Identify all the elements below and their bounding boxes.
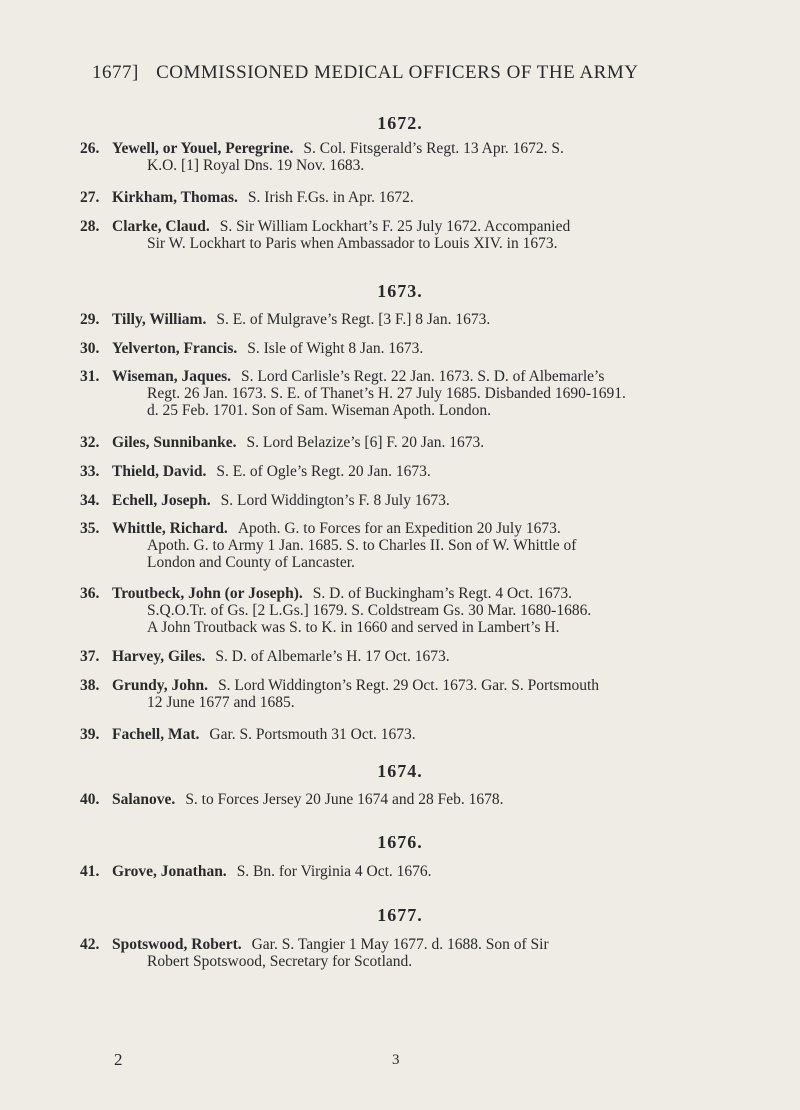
- entry-40: [80, 791, 660, 808]
- entry-text: S. Isle of Wight 8 Jan. 1673.: [247, 340, 424, 357]
- entry-text: S. Lord Widdington’s F. 8 July 1673.: [220, 492, 450, 509]
- entry-number: 31.: [80, 368, 100, 385]
- entry-name: Tilly, William.: [112, 311, 207, 328]
- entry-number: 28.: [80, 218, 100, 235]
- entry-name: Echell, Joseph.: [112, 492, 211, 509]
- entry-35: [80, 520, 660, 571]
- entry-name: Spotswood, Robert.: [112, 936, 242, 953]
- entry-number: 33.: [80, 463, 100, 480]
- entry-text: Gar. S. Tangier 1 May 1677. d. 1688. Son of Sir: [251, 936, 549, 953]
- entry-number: 30.: [80, 340, 100, 357]
- entry-text-cont: S.Q.O.Tr. of Gs. [2 L.Gs.] 1679. S. Coldstream Gs. 30 Mar. 1680-1686.: [147, 602, 592, 619]
- year-heading: 1676.: [377, 832, 423, 852]
- running-header: [92, 62, 712, 84]
- year-heading: 1673.: [377, 281, 423, 301]
- entry-number: 38.: [80, 677, 100, 694]
- page-number: 3: [392, 1052, 400, 1068]
- entry-36: [80, 585, 660, 636]
- entry-text-cont: Sir W. Lockhart to Paris when Ambassador to Louis XIV. in 1673.: [147, 235, 558, 252]
- entry-number: 42.: [80, 936, 100, 953]
- entry-number: 36.: [80, 585, 100, 602]
- entry-31: [80, 368, 660, 419]
- entry-name: Yewell, or Youel, Peregrine.: [112, 140, 294, 157]
- entry-30: [80, 340, 660, 357]
- header-title: COMMISSIONED MEDICAL OFFICERS OF THE ARMY: [156, 62, 639, 83]
- entry-text-cont: A John Troutback was S. to K. in 1660 and served in Lambert’s H.: [147, 619, 560, 636]
- entry-text-cont: Apoth. G. to Army 1 Jan. 1685. S. to Charles II. Son of W. Whittle of: [147, 537, 577, 554]
- entry-text: Apoth. G. to Forces for an Expedition 20 July 1673.: [237, 520, 561, 537]
- entry-text: S. Irish F.Gs. in Apr. 1672.: [247, 189, 414, 206]
- entry-text-cont: Robert Spotswood, Secretary for Scotland.: [147, 953, 413, 970]
- entry-number: 29.: [80, 311, 100, 328]
- entry-name: Troutbeck, John (or Joseph).: [112, 585, 303, 602]
- entry-text: S. E. of Ogle’s Regt. 20 Jan. 1673.: [216, 463, 431, 480]
- entry-name: Clarke, Claud.: [112, 218, 210, 235]
- entry-33: [80, 463, 660, 480]
- entry-text: S. Sir William Lockhart’s F. 25 July 1672. Accompanied: [219, 218, 571, 235]
- entry-text: S. D. of Albemarle’s H. 17 Oct. 1673.: [215, 648, 450, 665]
- entry-text-cont: d. 25 Feb. 1701. Son of Sam. Wiseman Apoth. London.: [147, 402, 491, 419]
- year-heading: 1672.: [377, 113, 423, 133]
- entry-name: Thield, David.: [112, 463, 207, 480]
- entry-name: Fachell, Mat.: [112, 726, 200, 743]
- entry-name: Yelverton, Francis.: [112, 340, 238, 357]
- entry-number: 27.: [80, 189, 100, 206]
- entry-27: [80, 189, 660, 206]
- entry-32: [80, 434, 660, 451]
- entry-text-cont: 12 June 1677 and 1685.: [147, 694, 295, 711]
- entry-number: 41.: [80, 863, 100, 880]
- entry-41: [80, 863, 660, 880]
- year-heading: 1677.: [377, 905, 423, 925]
- entry-number: 37.: [80, 648, 100, 665]
- footer-mark: 2: [114, 1050, 123, 1069]
- entry-number: 34.: [80, 492, 100, 509]
- entry-text: Gar. S. Portsmouth 31 Oct. 1673.: [209, 726, 416, 743]
- entry-text: S. Lord Belazize’s [6] F. 20 Jan. 1673.: [246, 434, 485, 451]
- entry-text-cont: K.O. [1] Royal Dns. 19 Nov. 1683.: [147, 157, 365, 174]
- entry-name: Whittle, Richard.: [112, 520, 228, 537]
- entry-text-cont: London and County of Lancaster.: [147, 554, 355, 571]
- entry-number: 32.: [80, 434, 100, 451]
- entry-text: S. D. of Buckingham’s Regt. 4 Oct. 1673.: [312, 585, 572, 602]
- entry-name: Wiseman, Jaques.: [112, 368, 231, 385]
- entry-34: [80, 492, 660, 509]
- entry-name: Giles, Sunnibanke.: [112, 434, 237, 451]
- entry-name: Harvey, Giles.: [112, 648, 206, 665]
- entry-text-cont: Regt. 26 Jan. 1673. S. E. of Thanet’s H. 27 July 1685. Disbanded 1690-1691.: [147, 385, 626, 402]
- entry-name: Grove, Jonathan.: [112, 863, 227, 880]
- entry-text: S. Bn. for Virginia 4 Oct. 1676.: [236, 863, 432, 880]
- entry-name: Salanove.: [112, 791, 176, 808]
- entry-39: [80, 726, 660, 743]
- entry-name: Grundy, John.: [112, 677, 209, 694]
- entry-26: [80, 140, 660, 174]
- entry-29: [80, 311, 660, 328]
- entry-42: [80, 936, 660, 970]
- header-page-ref: 1677]: [92, 62, 139, 83]
- entry-text: S. Lord Widdington’s Regt. 29 Oct. 1673. Gar. S. Portsmouth: [218, 677, 600, 694]
- entry-text: S. E. of Mulgrave’s Regt. [3 F.] 8 Jan. 1673.: [216, 311, 491, 328]
- entry-number: 26.: [80, 140, 100, 157]
- entry-number: 40.: [80, 791, 100, 808]
- year-heading: 1674.: [377, 761, 423, 781]
- entry-number: 35.: [80, 520, 100, 537]
- entry-38: [80, 677, 660, 711]
- entry-text: S. Col. Fitsgerald’s Regt. 13 Apr. 1672. S.: [303, 140, 564, 157]
- entry-28: [80, 218, 660, 252]
- entry-37: [80, 648, 660, 665]
- entry-name: Kirkham, Thomas.: [112, 189, 238, 206]
- entry-text: S. to Forces Jersey 20 June 1674 and 28 Feb. 1678.: [185, 791, 504, 808]
- entry-text: S. Lord Carlisle’s Regt. 22 Jan. 1673. S. D. of Albemarle’s: [241, 368, 605, 385]
- entry-number: 39.: [80, 726, 100, 743]
